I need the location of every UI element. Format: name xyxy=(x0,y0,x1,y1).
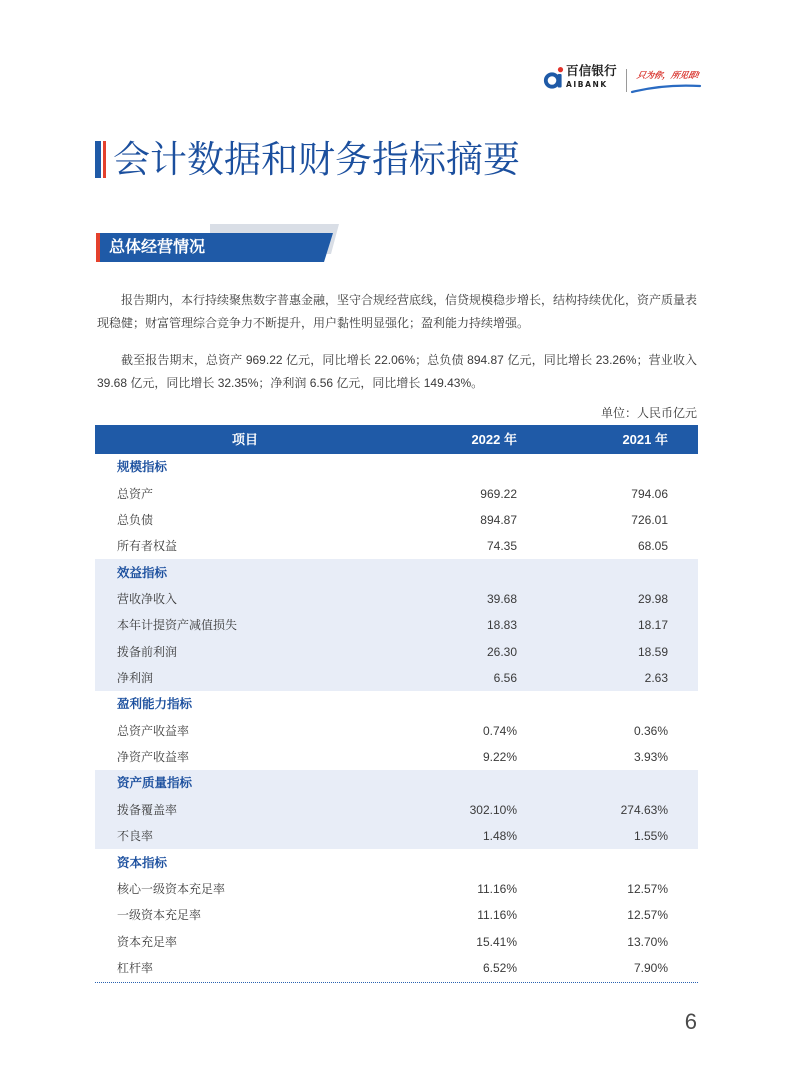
section-title: 总体经营情况 xyxy=(109,239,206,256)
row-label: 拨备覆盖率 xyxy=(117,802,178,817)
column-header-item: 项目 xyxy=(231,431,258,447)
table-group-header xyxy=(95,770,698,796)
table-group-header xyxy=(95,454,698,480)
value-2022: 894.87 xyxy=(480,512,517,527)
title-accent-bar xyxy=(95,141,101,178)
row-label: 拨备前利润 xyxy=(117,644,178,659)
logo-divider xyxy=(626,69,627,92)
table-row xyxy=(95,639,698,665)
value-2022: 15.41% xyxy=(476,934,517,949)
value-2022: 11.16% xyxy=(477,908,517,923)
value-2022: 74.35 xyxy=(486,539,517,554)
value-2022: 6.52% xyxy=(482,961,517,975)
table-row xyxy=(95,955,698,981)
table-row xyxy=(95,797,698,823)
value-2021: 2.63 xyxy=(644,671,668,686)
paragraph-summary xyxy=(97,289,697,335)
value-2022: 39.68 xyxy=(486,591,517,606)
row-label: 一级资本充足率 xyxy=(117,908,202,923)
group-label: 盈利能力指标 xyxy=(117,697,193,712)
value-2022: 302.10% xyxy=(469,802,517,817)
row-label: 资本充足率 xyxy=(117,934,178,949)
table-row xyxy=(95,507,698,533)
table-row xyxy=(95,480,698,506)
aibank-logo-icon xyxy=(543,65,565,91)
table-row xyxy=(95,902,698,928)
slogan-swoosh-icon xyxy=(630,81,702,94)
row-label: 核心一级资本充足率 xyxy=(117,881,226,896)
row-label: 总负债 xyxy=(117,512,154,527)
paragraph-line: 截至报告期末，总资产 969.22 亿元，同比增长 22.06%；总负债 894.87 亿元，同比增长 23.26%；营业收入 xyxy=(121,352,697,367)
table-group-header xyxy=(95,559,698,585)
value-2021: 12.57% xyxy=(627,908,668,923)
value-2021: 274.63% xyxy=(620,802,668,817)
paragraph-line: 39.68 亿元，同比增长 32.35%；净利润 6.56 亿元，同比增长 149.43%。 xyxy=(97,375,484,390)
value-2022: 9.22% xyxy=(482,750,517,765)
value-2021: 726.01 xyxy=(631,512,668,527)
table-row xyxy=(95,612,698,638)
value-2022: 1.48% xyxy=(482,829,517,844)
value-2021: 13.70% xyxy=(627,934,668,949)
page-number: 6 xyxy=(684,1009,697,1034)
value-2021: 794.06 xyxy=(631,486,668,501)
table-row xyxy=(95,876,698,902)
row-label: 杠杆率 xyxy=(117,961,154,975)
page-title: 会计数据和财务指标摘要 xyxy=(113,139,520,180)
table-bottom-dotted-rule xyxy=(95,982,698,983)
value-2021: 18.17 xyxy=(637,618,668,633)
value-2022: 969.22 xyxy=(480,486,517,501)
paragraph-line: 报告期内，本行持续聚焦数字普惠金融，坚守合规经营底线，信贷规模稳步增长，结构持续优化，资产质量表 xyxy=(121,292,698,307)
value-2022: 6.56 xyxy=(493,671,517,686)
group-label: 资本指标 xyxy=(117,855,168,870)
table-row xyxy=(95,586,698,612)
row-label: 净利润 xyxy=(117,671,154,686)
column-header-2022: 2022 年 xyxy=(471,431,517,447)
table-row xyxy=(95,533,698,559)
row-label: 所有者权益 xyxy=(117,539,178,554)
value-2022: 26.30 xyxy=(486,644,517,659)
table-row xyxy=(95,744,698,770)
value-2021: 29.98 xyxy=(637,591,668,606)
table-header-row xyxy=(95,425,698,454)
table-row xyxy=(95,928,698,954)
row-label: 本年计提资产减值损失 xyxy=(117,618,238,633)
value-2021: 12.57% xyxy=(627,881,668,896)
value-2022: 11.16% xyxy=(477,881,517,896)
logo-name-en: AIBANK xyxy=(566,80,608,89)
row-label: 不良率 xyxy=(117,829,154,844)
column-header-2021: 2021 年 xyxy=(622,431,668,447)
table-row xyxy=(95,823,698,849)
value-2021: 7.90% xyxy=(633,961,668,975)
table-row xyxy=(95,718,698,744)
row-label: 营收净收入 xyxy=(117,591,178,606)
group-label: 效益指标 xyxy=(117,565,168,580)
value-2022: 18.83 xyxy=(486,618,517,633)
value-2022: 0.74% xyxy=(482,723,517,738)
value-2021: 0.36% xyxy=(633,723,668,738)
value-2021: 18.59 xyxy=(637,644,668,659)
paragraph-line: 现稳健；财富管理综合竞争力不断提升，用户黏性明显强化；盈利能力持续增强。 xyxy=(97,315,530,330)
table-body xyxy=(95,454,698,981)
table-row xyxy=(95,665,698,691)
value-2021: 68.05 xyxy=(637,539,668,554)
row-label: 总资产 xyxy=(117,486,154,501)
table-group-header xyxy=(95,691,698,717)
logo-name-cn: 百信银行 xyxy=(566,64,617,78)
value-2021: 3.93% xyxy=(633,750,668,765)
group-label: 资产质量指标 xyxy=(117,776,193,791)
logo-slogan: 只为你，所见即! xyxy=(636,70,701,80)
row-label: 总资产收益率 xyxy=(117,723,190,738)
group-label: 规模指标 xyxy=(117,460,168,475)
financial-summary-table xyxy=(95,425,698,983)
paragraph-figures xyxy=(97,349,697,395)
table-group-header xyxy=(95,849,698,875)
title-accent-bar-secondary xyxy=(103,141,106,178)
value-2021: 1.55% xyxy=(633,829,668,844)
row-label: 净资产收益率 xyxy=(117,750,190,765)
unit-note: 单位：人民币亿元 xyxy=(600,405,697,420)
